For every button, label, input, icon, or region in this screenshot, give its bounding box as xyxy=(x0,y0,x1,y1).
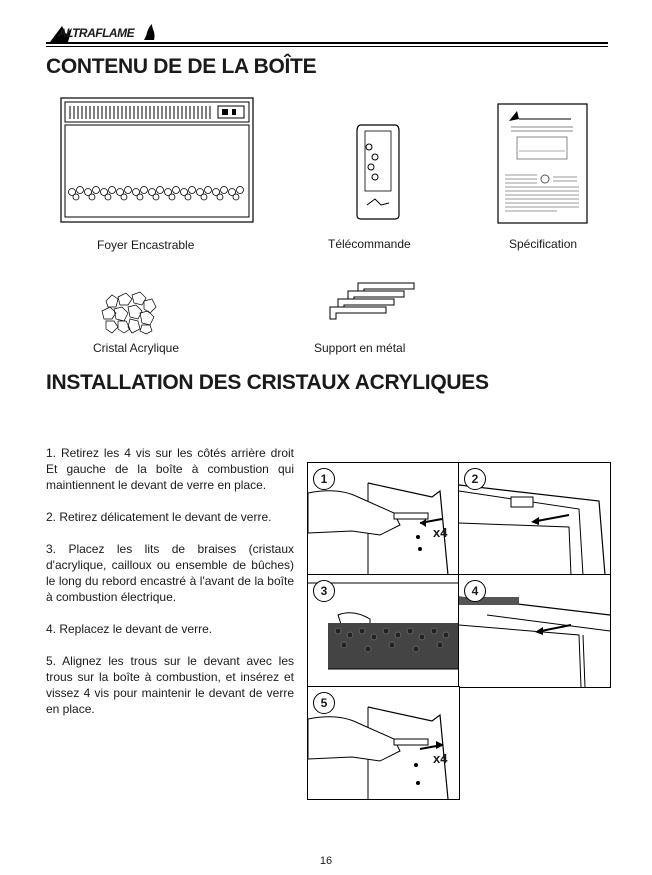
brand-name: ALTRAFLAME xyxy=(58,26,135,40)
figure-number: 1 xyxy=(313,468,335,490)
figure-step-5 xyxy=(307,686,460,800)
step-text: 3. Placez les lits de braises (cristaux d'acrylique, cailloux ou ensemble de bûches) le long du rebord encastré à l'avant de la boîte à combustion électrique. xyxy=(46,542,294,604)
step-text: 5. Alignez les trous sur le devant avec les trous sur la boîte à combustion, et insérez et vissez 4 vis pour maintenir le devant de verre en place. xyxy=(46,654,294,716)
fireplace-insert-icon xyxy=(60,97,254,223)
screw-count-badge: x4 xyxy=(433,525,448,540)
caption-specification: Spécification xyxy=(509,237,578,251)
figure-number: 3 xyxy=(313,580,335,602)
step-text: 1. Retirez les 4 vis sur les côtés arrière droit Et gauche de la boîte à combustion qui maintiennent le devant de verre en place. xyxy=(46,446,294,492)
contents-title: CONTENU DE DE LA BOÎTE xyxy=(46,55,317,78)
page-number: 16 xyxy=(319,855,333,867)
caption-brackets: Support en métal xyxy=(314,341,406,355)
install-title: INSTALLATION DES CRISTAUX ACRYLIQUES xyxy=(46,371,489,394)
caption-crystals: Cristal Acrylique xyxy=(93,341,180,355)
step-text: 4. Replacez le devant de verre. xyxy=(46,622,213,636)
figure-step-3 xyxy=(307,574,460,688)
figure-number: 2 xyxy=(464,468,486,490)
step-text: 2. Retirez délicatement le devant de verre. xyxy=(46,510,272,524)
figure-step-1 xyxy=(307,462,460,576)
figure-number: 5 xyxy=(313,692,335,714)
instruction-steps xyxy=(46,445,294,733)
brand-logo xyxy=(48,22,158,44)
caption-remote: Télécommande xyxy=(328,237,411,251)
manual-document-icon xyxy=(497,103,588,224)
figure-step-2 xyxy=(458,462,611,576)
figure-step-4 xyxy=(458,574,611,688)
acrylic-crystals-icon xyxy=(100,289,158,335)
remote-control-icon xyxy=(355,123,401,221)
header-rule xyxy=(46,42,608,44)
screw-count-badge: x4 xyxy=(433,751,448,766)
caption-fireplace: Foyer Encastrable xyxy=(97,238,195,252)
metal-brackets-icon xyxy=(328,279,418,321)
header-rule-thin xyxy=(46,46,608,47)
figure-number: 4 xyxy=(464,580,486,602)
